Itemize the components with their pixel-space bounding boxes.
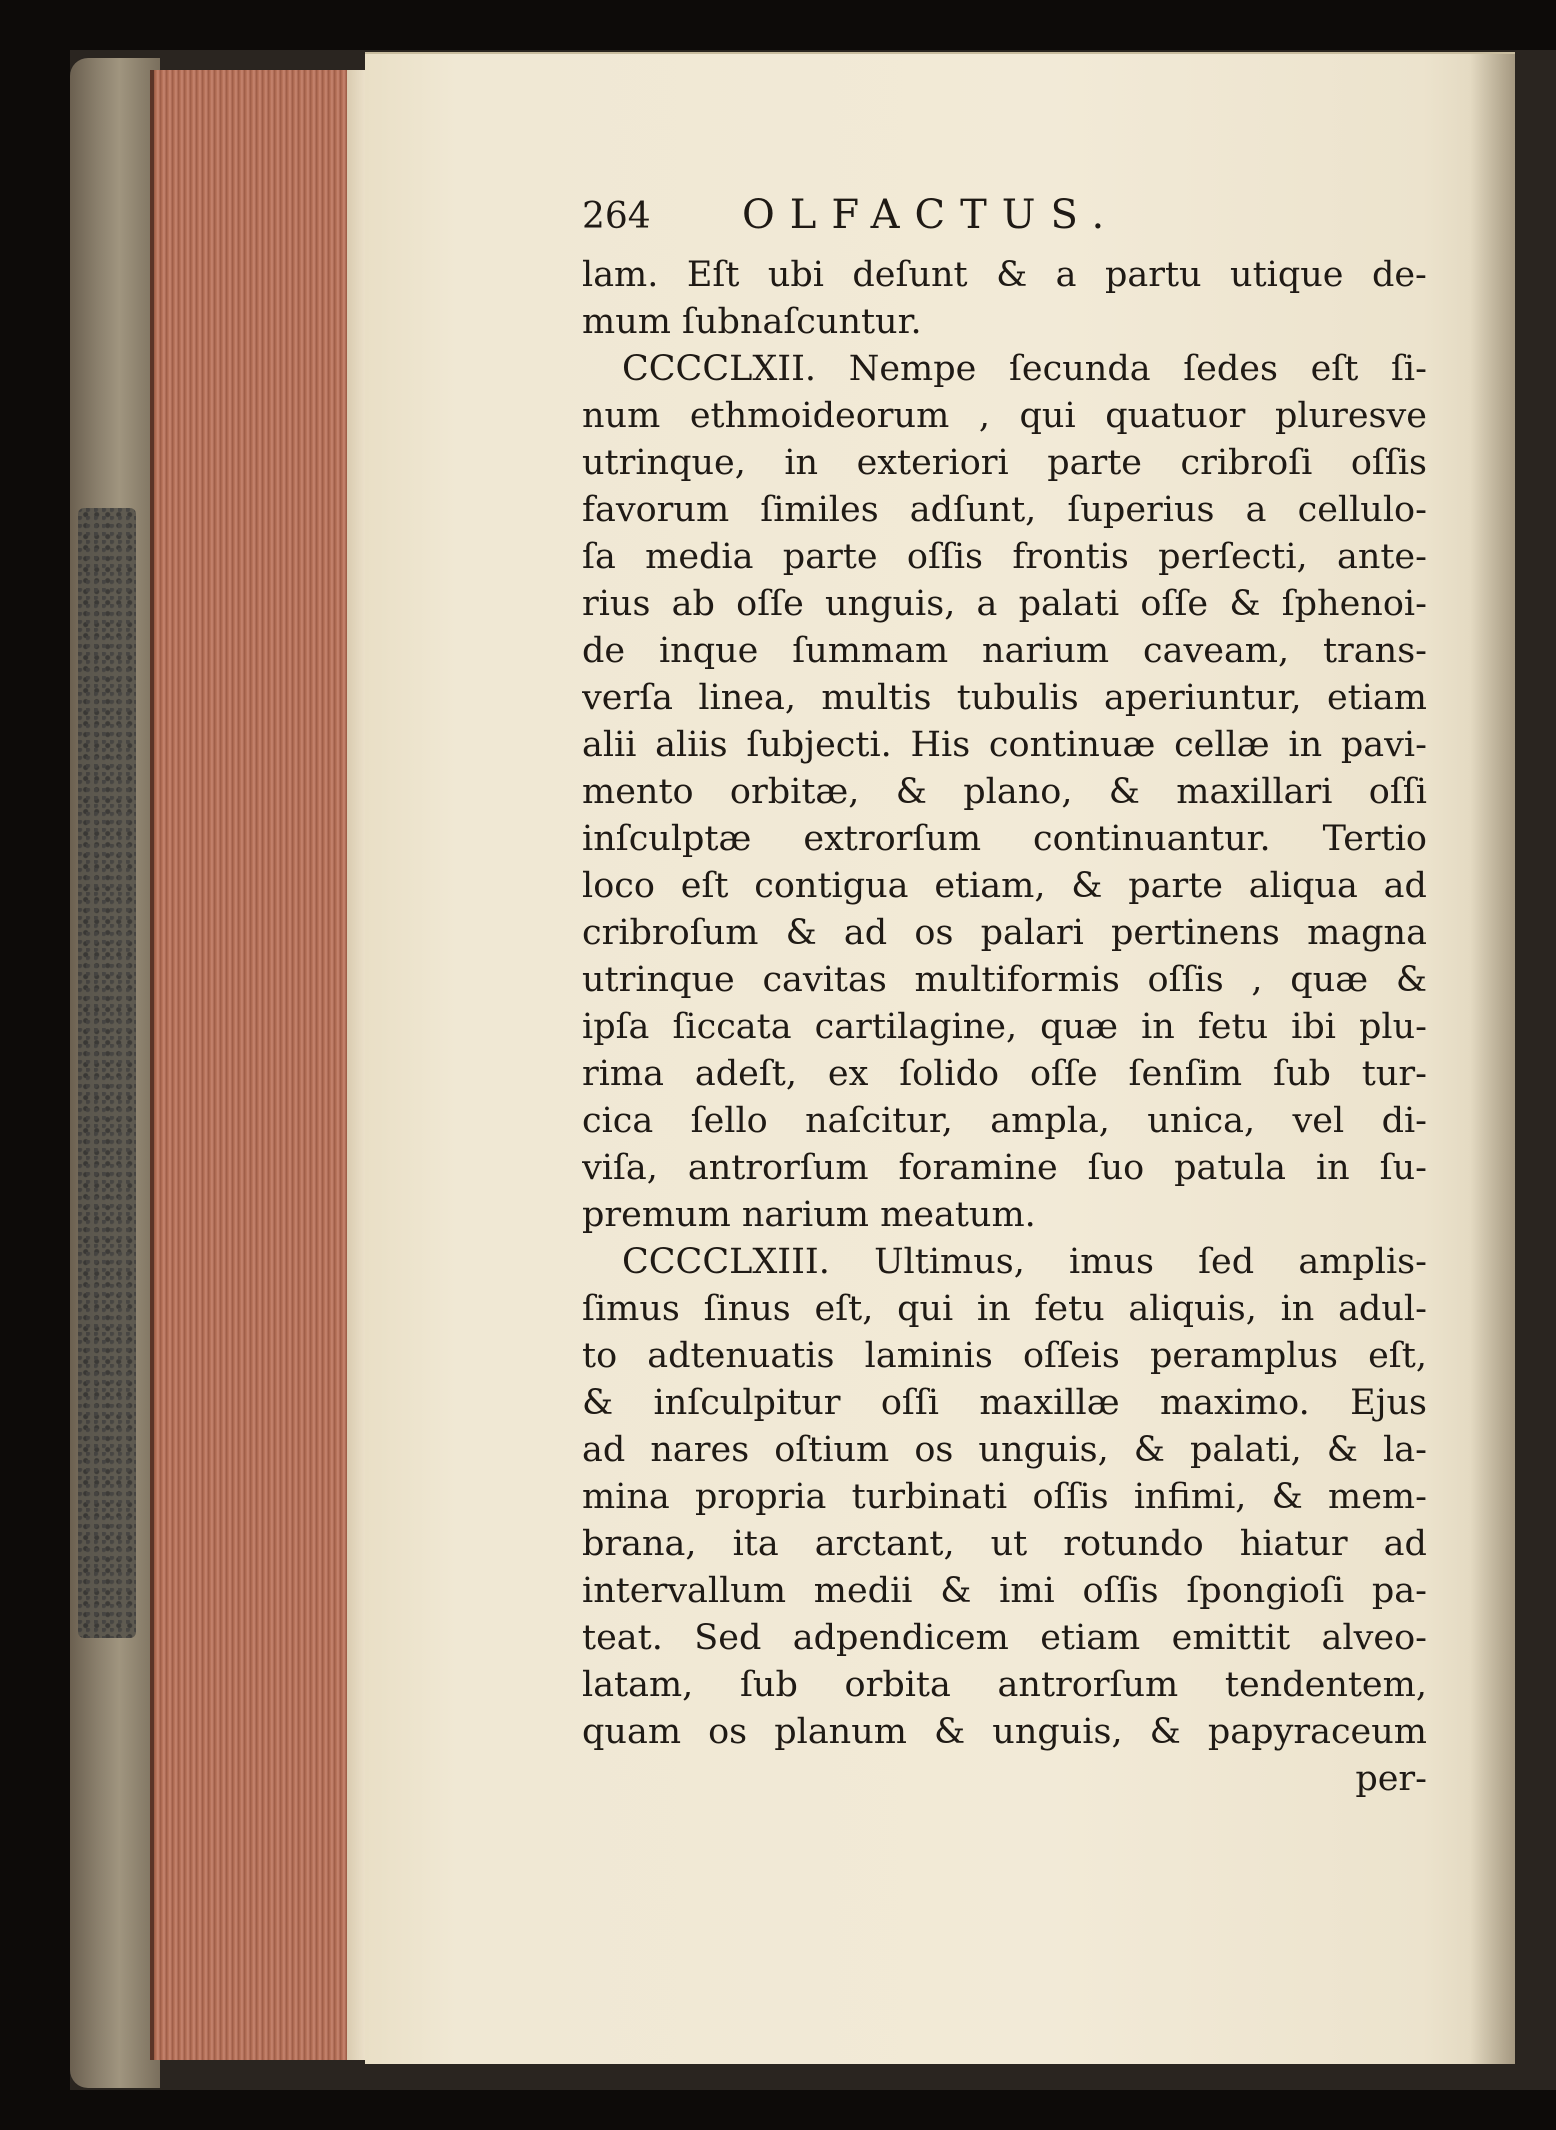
red-page-edges: [150, 70, 369, 2060]
text-line: cribroſum & ad os palari pertinens magna: [582, 913, 1427, 953]
text-line: mento orbitæ, & plano, & maxillari oſſi: [582, 772, 1427, 812]
text-line: loco eſt contigua etiam, & parte aliqua ad: [582, 866, 1427, 906]
book-page: [365, 52, 1515, 2064]
text-line: ſa media parte oſſis frontis perſecti, ante-: [582, 537, 1427, 577]
text-line: premum narium meatum.: [582, 1195, 1036, 1235]
text-line: latam, ſub orbita antrorſum tendentem,: [582, 1665, 1427, 1705]
text-line: CCCCLXII. Nempe ſecunda ſedes eſt ſi-: [622, 349, 1427, 389]
text-line: ad nares oſtium os unguis, & palati, & la-: [582, 1430, 1427, 1470]
text-line: inſculptæ extrorſum continuantur. Tertio: [582, 819, 1427, 859]
text-line: num ethmoideorum , qui quatuor pluresve: [582, 396, 1427, 436]
running-title: OLFACTUS.: [742, 192, 1120, 238]
text-line: to adtenuatis laminis oſſeis peramplus eſt,: [582, 1336, 1427, 1376]
text-line: rima adeſt, ex ſolido oſſe ſenſim ſub tur-: [582, 1054, 1427, 1094]
text-line: ſimus ſinus eſt, qui in fetu aliquis, in adul-: [582, 1289, 1427, 1329]
text-line: favorum ſimiles adſunt, ſuperius a cellulo-: [582, 490, 1427, 530]
running-head: [582, 192, 1427, 252]
text-line: lam. Eſt ubi deſunt & a partu utique de-: [582, 255, 1427, 295]
text-line: intervallum medii & imi oſſis ſpongioſi pa-: [582, 1571, 1427, 1611]
text-line: cica ſello naſcitur, ampla, unica, vel di-: [582, 1101, 1427, 1141]
text-line: ipſa ſiccata cartilagine, quæ in fetu ibi plu-: [582, 1007, 1427, 1047]
text-line: rius ab oſſe unguis, a palati oſſe & ſphenoi-: [582, 584, 1427, 624]
text-line: alii aliis ſubjecti. His continuæ cellæ in pavi-: [582, 725, 1427, 765]
text-line: utrinque, in exteriori parte cribroſi oſſis: [582, 443, 1427, 483]
text-line: verſa linea, multis tubulis aperiuntur, etiam: [582, 678, 1427, 718]
marbled-cover-patch: [78, 508, 136, 1638]
book-cover-edge: [70, 58, 160, 2088]
text-line: & inſculpitur oſſi maxillæ maximo. Ejus: [582, 1383, 1427, 1423]
text-line: mina propria turbinati oſſis infimi, & mem-: [582, 1477, 1427, 1517]
text-line: teat. Sed adpendicem etiam emittit alveo-: [582, 1618, 1427, 1658]
text-line: viſa, antrorſum foramine ſuo patula in ſu-: [582, 1148, 1427, 1188]
text-line: CCCCLXIII. Ultimus, imus ſed amplis-: [622, 1242, 1427, 1282]
body-text: [582, 252, 1427, 1803]
text-line: brana, ita arctant, ut rotundo hiatur ad: [582, 1524, 1427, 1564]
text-line: de inque ſummam narium caveam, trans-: [582, 631, 1427, 671]
text-block: [582, 192, 1427, 1803]
text-line: per-: [1355, 1759, 1427, 1799]
text-line: mum ſubnaſcuntur.: [582, 302, 922, 342]
gutter-shadow: [1470, 54, 1515, 2064]
text-line: quam os planum & unguis, & papyraceum: [582, 1712, 1427, 1752]
text-line: utrinque cavitas multiformis oſſis , quæ &: [582, 960, 1427, 1000]
page-number: 264: [582, 196, 651, 237]
